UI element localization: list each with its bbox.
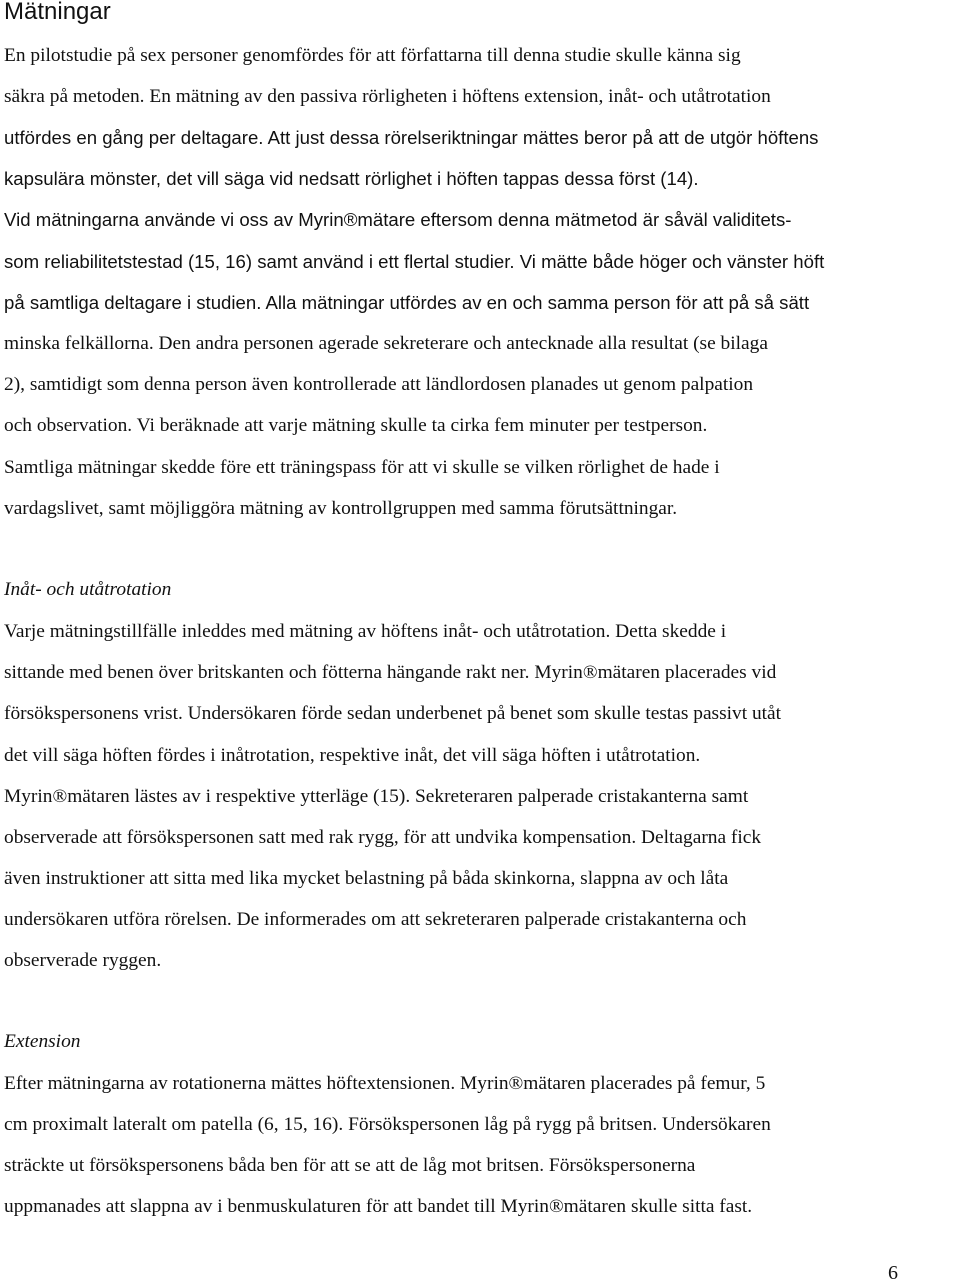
- section1-line: på samtliga deltagare i studien. Alla mätningar utfördes av en och samma person för att på så sätt: [4, 292, 810, 313]
- section2-line: Myrin®mätaren lästes av i respektive ytterläge (15). Sekreteraren palperade cristakanterna samt: [4, 786, 749, 807]
- section1-line: som reliabilitetstestad (15, 16) samt använd i ett flertal studier. Vi mätte både höger och vänster höft: [4, 251, 825, 272]
- section2-line: observerade ryggen.: [4, 950, 162, 971]
- section3-line: uppmanades att slappna av i benmuskulaturen för att bandet till Myrin®mätaren skulle sitta fast.: [4, 1196, 753, 1217]
- page-number: 6: [888, 1262, 898, 1284]
- section1-line: vardagslivet, samt möjliggöra mätning av kontrollgruppen med samma förutsättningar.: [4, 498, 678, 519]
- section1-line: utfördes en gång per deltagare. Att just dessa rörelseriktningar mättes beror på att de utgör höftens: [4, 127, 819, 148]
- section1-line: och observation. Vi beräknade att varje mätning skulle ta cirka fem minuter per testperson.: [4, 415, 708, 436]
- section2-line: det vill säga höften fördes i inåtrotation, respektive inåt, det vill säga höften i utåtrotation.: [4, 745, 701, 766]
- section1-line: kapsulära mönster, det vill säga vid nedsatt rörlighet i höften tappas dessa först (14).: [4, 168, 699, 189]
- section3-line: sträckte ut försökspersonens båda ben för att se att de låg mot britsen. Försökspersonerna: [4, 1155, 696, 1176]
- section1-line: Vid mätningarna använde vi oss av Myrin®mätare eftersom denna mätmetod är såväl validitets-: [4, 209, 792, 230]
- page-title: Mätningar: [4, 0, 111, 25]
- section2-line: sittande med benen över britskanten och fötterna hängande rakt ner. Myrin®mätaren placerades vid: [4, 662, 777, 683]
- section1-line: Samtliga mätningar skedde före ett träningspass för att vi skulle se vilken rörlighet de hade i: [4, 457, 720, 478]
- section2-line: försökspersonens vrist. Undersökaren förde sedan underbenet på benet som skulle testas passivt utåt: [4, 703, 782, 724]
- section3-line: cm proximalt lateralt om patella (6, 15, 16). Försökspersonen låg på rygg på britsen. Undersökaren: [4, 1114, 771, 1135]
- section2-line: Varje mätningstillfälle inleddes med mätning av höftens inåt- och utåtrotation. Detta skedde i: [4, 621, 727, 642]
- section1-line: minska felkällorna. Den andra personen agerade sekreterare och antecknade alla resultat (se bilaga: [4, 333, 768, 354]
- section1-line: En pilotstudie på sex personer genomfördes för att författarna till denna studie skulle känna sig: [4, 45, 741, 66]
- section2-line: undersökaren utföra rörelsen. De informerades om att sekreteraren palperade cristakanterna och: [4, 909, 747, 930]
- section2-line: även instruktioner att sitta med lika mycket belastning på båda skinkorna, slappna av och låta: [4, 868, 729, 889]
- section1-line: säkra på metoden. En mätning av den passiva rörligheten i höftens extension, inåt- och utåtrotation: [4, 86, 771, 107]
- subheading-extension: Extension: [4, 1031, 81, 1052]
- section3-line: Efter mätningarna av rotationerna mättes höftextensionen. Myrin®mätaren placerades på femur, 5: [4, 1073, 766, 1094]
- section2-line: observerade att försökspersonen satt med rak rygg, för att undvika kompensation. Deltagarna fick: [4, 827, 762, 848]
- subheading-rotation: Inåt- och utåtrotation: [4, 579, 172, 600]
- section1-line: 2), samtidigt som denna person även kontrollerade att ländlordosen planades ut genom palpation: [4, 374, 754, 395]
